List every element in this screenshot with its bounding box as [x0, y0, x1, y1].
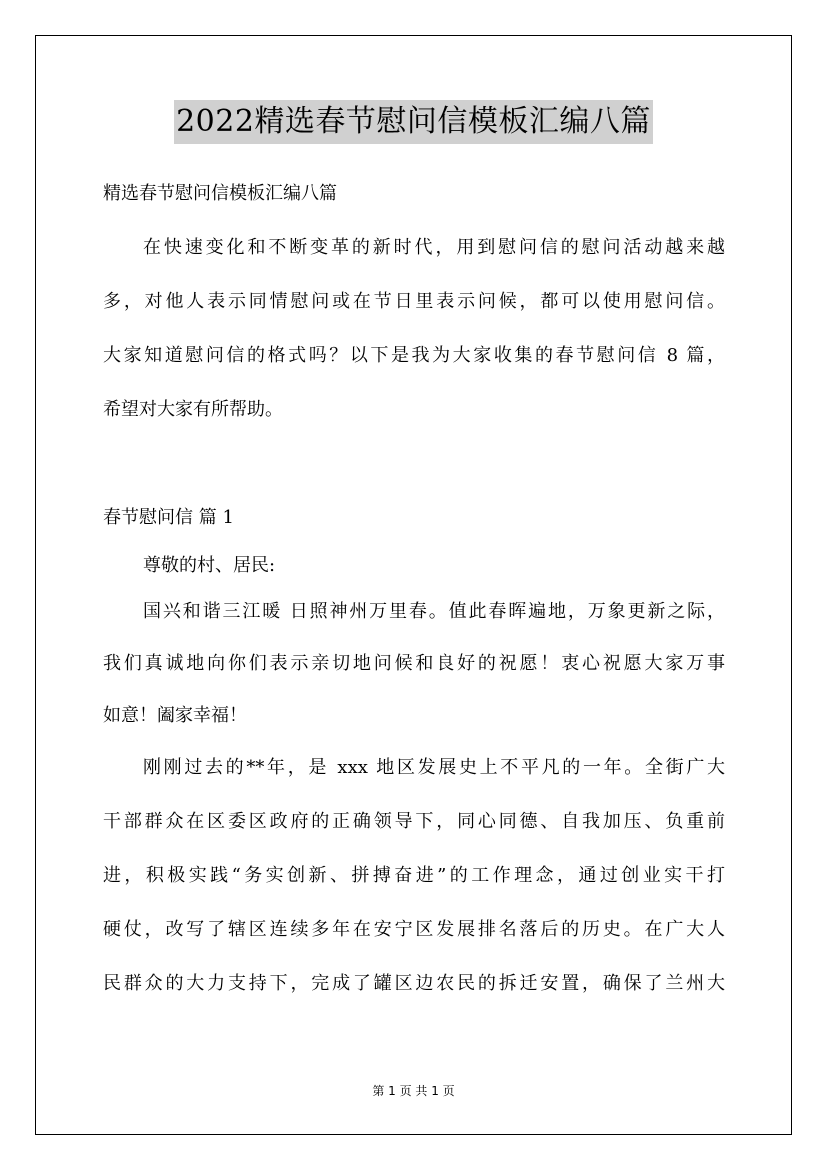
paragraph-line: 刚刚过去的**年，是 xxx 地区发展史上不平凡的一年。全街广大: [143, 757, 725, 778]
paragraph-line: 希望对大家有所帮助。: [103, 399, 283, 420]
paragraph-line: 国兴和谐三江暖 日照神州万里春。值此春晖遍地，万象更新之际，: [143, 601, 725, 622]
salutation: 尊敬的村、居民:: [143, 555, 276, 576]
paragraph-line: 在快速变化和不断变革的新时代，用到慰问信的慰问活动越来越: [143, 237, 725, 258]
paragraph-line: 多，对他人表示同情慰问或在节日里表示问候，都可以使用慰问信。: [103, 291, 725, 312]
paragraph-1: [103, 594, 725, 734]
paragraph-2: [103, 750, 725, 1002]
paragraph-line: 大家知道慰问信的格式吗？以下是我为大家收集的春节慰问信 8 篇，: [103, 345, 725, 366]
document-body: [103, 176, 725, 1002]
paragraph-line: 我们真诚地向你们表示亲切地问候和良好的祝愿！衷心祝愿大家万事: [103, 653, 725, 674]
paragraph-line: 进，积极实践“务实创新、拼搏奋进”的工作理念，通过创业实干打: [103, 865, 725, 886]
section-heading: 春节慰问信 篇 1: [103, 507, 234, 528]
intro-paragraph: [103, 230, 725, 428]
paragraph-line: 民群众的大力支持下，完成了罐区边农民的拆迁安置，确保了兰州大: [103, 973, 725, 994]
page-footer: 第 1 页 共 1 页: [372, 1084, 455, 1098]
paragraph-line: 硬仗，改写了辖区连续多年在安宁区发展排名落后的历史。在广大人: [103, 919, 725, 940]
paragraph-line: 干部群众在区委区政府的正确领导下，同心同德、自我加压、负重前: [103, 811, 725, 832]
title-container: [0, 100, 827, 144]
document-title: 2022精选春节慰问信模板汇编八篇: [174, 100, 653, 144]
subtitle: 精选春节慰问信模板汇编八篇: [103, 183, 337, 204]
paragraph-line: 如意！阖家幸福！: [103, 705, 247, 726]
